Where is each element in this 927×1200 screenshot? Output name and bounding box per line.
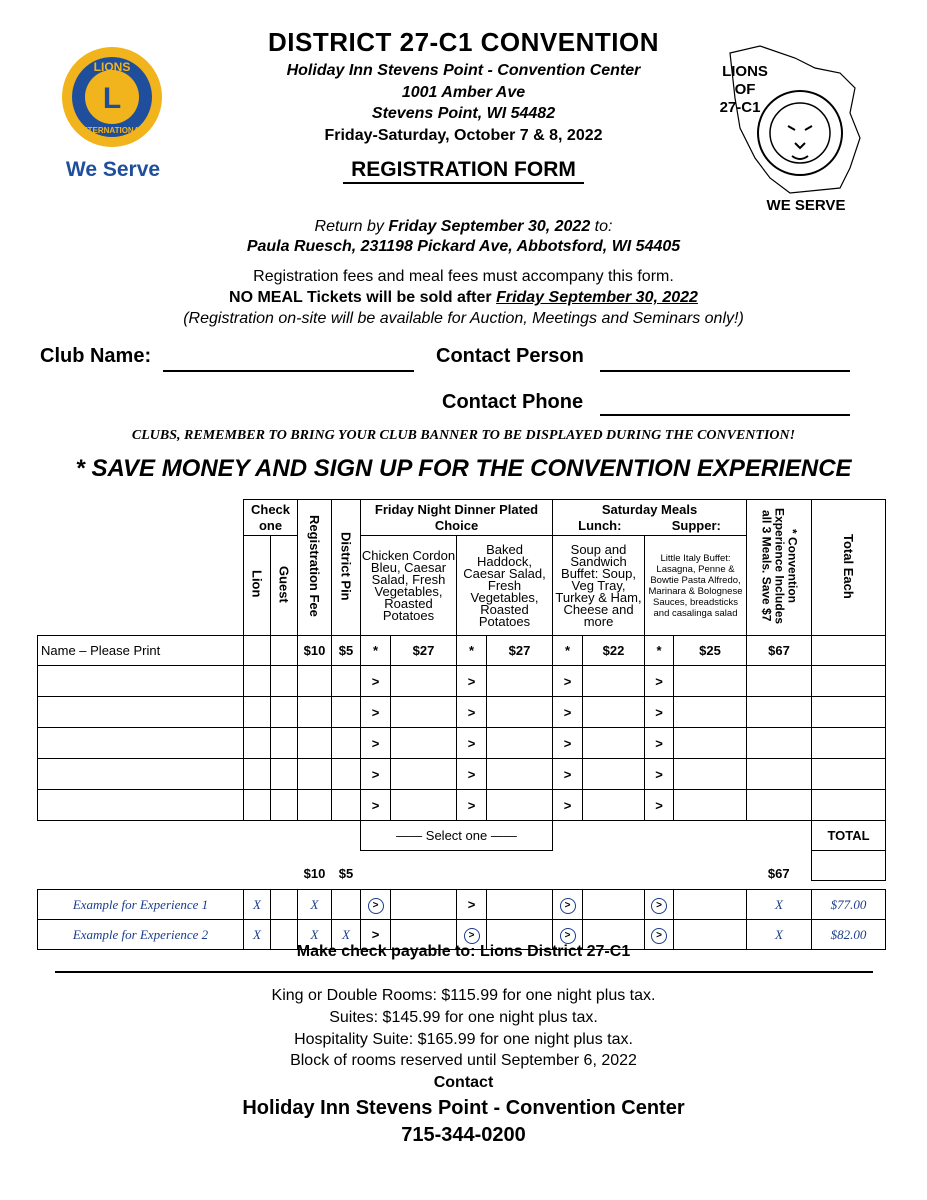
example2-name: Example for Experience 2 [38, 920, 244, 950]
hotel-name: Holiday Inn Stevens Point - Convention Center [242, 1097, 685, 1119]
reg-fee-entry[interactable] [298, 666, 332, 697]
contact-person-label: Contact Person [436, 345, 584, 367]
fees-note: Registration fees and meal fees must accompany this form. [253, 268, 674, 285]
circled-arrow: > [560, 928, 576, 944]
lion-check[interactable] [244, 697, 271, 728]
lunch-entry[interactable] [583, 759, 645, 790]
lunch-label: Lunch: [578, 517, 622, 533]
lunch-price: $22 [583, 636, 645, 666]
haddock-entry[interactable] [487, 790, 553, 821]
onsite-note: (Registration on-site will be available for Auction, Meetings and Seminars only!) [183, 310, 744, 327]
supper-select[interactable]: > [645, 790, 674, 821]
logo-bottom-text: INTERNATIONAL [79, 126, 145, 135]
pin-price-summary: $5 [338, 865, 354, 881]
district-pin-header [332, 500, 361, 636]
example1-exp: X [747, 890, 812, 920]
example2-total: $82.00 [812, 920, 886, 950]
chicken-select[interactable]: > [361, 697, 391, 728]
friday-dinner-header: Friday Night Dinner Plated Choice [361, 500, 553, 536]
name-entry[interactable] [38, 666, 244, 697]
registration-table [37, 499, 886, 950]
chicken-entry[interactable] [391, 666, 457, 697]
return-prefix: Return by [314, 218, 389, 235]
banner-note: CLUBS, REMEMBER TO BRING YOUR CLUB BANNER TO BE DISPLAYED DURING THE CONVENTION! [131, 428, 796, 443]
haddock-select[interactable]: > [457, 790, 487, 821]
contact-phone-field[interactable] [600, 394, 850, 416]
lunch-select[interactable]: > [553, 790, 583, 821]
supper-entry[interactable] [674, 790, 747, 821]
example1-pin [332, 890, 361, 920]
supper-star: * [645, 636, 674, 666]
logo-top-text: LIONS [93, 60, 131, 74]
guest-header-text: Guest [276, 565, 292, 603]
no-meal-date: Friday September 30, 2022 [496, 289, 698, 306]
supper-entry[interactable] [674, 728, 747, 759]
venue-name: Holiday Inn Stevens Point - Convention Center [286, 62, 641, 79]
blank-cell [361, 851, 747, 881]
reg-price: $10 [298, 636, 332, 666]
example2-pin: X [332, 920, 361, 950]
circled-arrow: > [368, 898, 384, 914]
venue-address-line1: 1001 Amber Ave [401, 84, 526, 101]
total-entry[interactable] [812, 790, 886, 821]
lion-check[interactable] [244, 759, 271, 790]
contact-heading: Contact [433, 1074, 494, 1091]
example2-chicken-select: > [361, 920, 391, 950]
reg-fee-entry[interactable] [298, 790, 332, 821]
return-by-line [0, 218, 927, 236]
haddock-option: Baked Haddock, Caesar Salad, Fresh Vegetables, Roasted Potatoes [457, 536, 553, 636]
chicken-star: * [361, 636, 391, 666]
haddock-entry[interactable] [487, 697, 553, 728]
name-entry[interactable] [38, 697, 244, 728]
saturday-meals-header [553, 500, 747, 536]
name-entry[interactable] [38, 759, 244, 790]
experience-entry[interactable] [747, 666, 812, 697]
club-name-field[interactable] [163, 350, 414, 372]
room-block-note: Block of rooms reserved until September 6, 2022 [290, 1052, 637, 1069]
blank-cell [38, 821, 361, 851]
italy-option: Little Italy Buffet: Lasagna, Penne & Bowtie Pasta Alfredo, Marinara & Bolognese Sauces, breadsticks and casalinga salad [645, 536, 747, 636]
pin-entry[interactable] [332, 666, 361, 697]
chicken-entry[interactable] [391, 728, 457, 759]
contact-phone-label: Contact Phone [442, 391, 584, 413]
name-entry[interactable] [38, 790, 244, 821]
guest-check[interactable] [271, 790, 298, 821]
guest-header [271, 536, 298, 636]
lunch-select[interactable]: > [553, 666, 583, 697]
guest-check[interactable] [271, 666, 298, 697]
grand-total-entry[interactable] [812, 851, 886, 881]
supper-select[interactable]: > [645, 697, 674, 728]
return-suffix: to: [590, 218, 613, 235]
example1-guest [271, 890, 298, 920]
reg-fee-entry[interactable] [298, 697, 332, 728]
haddock-price: $27 [487, 636, 553, 666]
chicken-select[interactable]: > [361, 728, 391, 759]
example1-haddock-select: > [457, 890, 487, 920]
reg-price-summary: $10 [303, 865, 326, 881]
experience-entry[interactable] [747, 728, 812, 759]
convention-dates: Friday-Saturday, October 7 & 8, 2022 [324, 127, 603, 144]
supper-entry[interactable] [674, 666, 747, 697]
soup-option: Soup and Sandwich Buffet: Soup, Veg Tray, Turkey & Ham, Cheese and more [553, 536, 645, 636]
lunch-select[interactable]: > [553, 728, 583, 759]
guest-price-cell [271, 636, 298, 666]
no-meal-prefix: NO MEAL Tickets will be sold after [229, 289, 497, 306]
exp-price: $67 [747, 636, 812, 666]
reg-fee-entry[interactable] [298, 759, 332, 790]
supper-label: Supper: [671, 517, 721, 533]
haddock-select[interactable]: > [457, 666, 487, 697]
suites-rate: Suites: $145.99 for one night plus tax. [329, 1009, 598, 1026]
lunch-entry[interactable] [583, 728, 645, 759]
example1-chicken-select [361, 890, 391, 920]
logo-of-text: OF [734, 81, 756, 98]
contact-person-field[interactable] [600, 350, 850, 372]
table-corner-2 [38, 536, 244, 636]
lunch-entry[interactable] [583, 666, 645, 697]
total-each-header [812, 500, 886, 636]
total-label: TOTAL [812, 821, 886, 851]
supper-entry[interactable] [674, 759, 747, 790]
name-column-label: Name – Please Print [38, 636, 244, 666]
example1-lunch-select [553, 890, 583, 920]
registration-fee-text: Registration Fee [307, 515, 322, 617]
chicken-select[interactable]: > [361, 759, 391, 790]
circled-arrow: > [464, 928, 480, 944]
total-price-cell [812, 636, 886, 666]
example1-supper-select [645, 890, 674, 920]
saturday-meals-text: Saturday Meals [601, 501, 698, 517]
circled-arrow: > [651, 898, 667, 914]
haddock-entry[interactable] [487, 759, 553, 790]
lunch-entry[interactable] [583, 697, 645, 728]
form-title [0, 158, 927, 182]
king-rooms: King or Double Rooms: $115.99 for one night plus tax. [271, 987, 656, 1004]
blank-cell [244, 851, 271, 881]
chicken-select[interactable]: > [361, 790, 391, 821]
district-pin-text: District Pin [338, 531, 354, 601]
hotel-phone: 715-344-0200 [401, 1124, 526, 1146]
table-corner [38, 500, 244, 536]
lion-check[interactable] [244, 666, 271, 697]
haddock-entry[interactable] [487, 666, 553, 697]
supper-select[interactable]: > [645, 759, 674, 790]
pin-entry[interactable] [332, 790, 361, 821]
return-date: Friday September 30, 2022 [388, 218, 591, 235]
haddock-entry[interactable] [487, 728, 553, 759]
form-title-text: REGISTRATION FORM [343, 158, 584, 184]
example2-lion: X [244, 920, 271, 950]
pin-price: $5 [332, 636, 361, 666]
lion-header-text: Lion [249, 570, 265, 598]
lunch-entry[interactable] [583, 790, 645, 821]
haddock-select[interactable]: > [457, 697, 487, 728]
save-money-headline: * SAVE MONEY AND SIGN UP FOR THE CONVENTION EXPERIENCE [75, 455, 852, 482]
lunch-star: * [553, 636, 583, 666]
club-name-label: Club Name: [40, 345, 152, 367]
registration-fee-header [298, 500, 332, 636]
pin-entry[interactable] [332, 728, 361, 759]
reg-fee-entry[interactable] [298, 728, 332, 759]
haddock-star: * [457, 636, 487, 666]
total-entry[interactable] [812, 759, 886, 790]
total-entry[interactable] [812, 728, 886, 759]
pin-entry[interactable] [332, 759, 361, 790]
name-entry[interactable] [38, 728, 244, 759]
experience-text: * Convention Experience Includes all 3 Meals. Save $7 [759, 507, 800, 625]
chicken-entry[interactable] [391, 697, 457, 728]
example1-chicken [391, 890, 457, 920]
spacer [38, 881, 886, 890]
example1-total: $77.00 [812, 890, 886, 920]
lion-price-cell [244, 636, 271, 666]
total-each-text: Total Each [841, 533, 856, 599]
total-entry[interactable] [812, 697, 886, 728]
we-serve-tagline: We Serve [65, 158, 161, 181]
supper-select[interactable]: > [645, 666, 674, 697]
no-meal-note [0, 289, 927, 307]
haddock-select[interactable]: > [457, 759, 487, 790]
supper-price: $25 [674, 636, 747, 666]
guest-check[interactable] [271, 759, 298, 790]
example1-supper [674, 890, 747, 920]
example1-lunch [583, 890, 645, 920]
select-one-note: —— Select one —— [361, 821, 553, 851]
payable-note: Make check payable to: Lions District 27-C1 [296, 943, 631, 960]
supper-select[interactable]: > [645, 728, 674, 759]
lunch-select[interactable]: > [553, 759, 583, 790]
divider [55, 971, 873, 973]
example1-reg: X [298, 890, 332, 920]
blank-cell [38, 851, 244, 881]
example1-lion: X [244, 890, 271, 920]
chicken-price: $27 [391, 636, 457, 666]
experience-header [747, 500, 812, 636]
blank-cell [553, 821, 812, 851]
chicken-entry[interactable] [391, 759, 457, 790]
haddock-select[interactable]: > [457, 728, 487, 759]
chicken-select[interactable]: > [361, 666, 391, 697]
example1-haddock [487, 890, 553, 920]
example2-reg: X [298, 920, 332, 950]
lion-check[interactable] [244, 790, 271, 821]
return-address: Paula Ruesch, 231198 Pickard Ave, Abbotsford, WI 54405 [246, 238, 681, 255]
experience-entry[interactable] [747, 759, 812, 790]
blank-cell [271, 851, 298, 881]
guest-check[interactable] [271, 728, 298, 759]
lion-check[interactable] [244, 728, 271, 759]
guest-check[interactable] [271, 697, 298, 728]
experience-entry[interactable] [747, 790, 812, 821]
experience-entry[interactable] [747, 697, 812, 728]
logo-lions-text: LIONS [722, 63, 768, 80]
circled-arrow: > [651, 928, 667, 944]
example1-name: Example for Experience 1 [38, 890, 244, 920]
lion-header [244, 536, 271, 636]
example2-exp: X [747, 920, 812, 950]
convention-title: DISTRICT 27-C1 CONVENTION [268, 27, 659, 57]
logo-we-serve-text: WE SERVE [766, 197, 846, 214]
logo-letter: L [102, 82, 122, 115]
total-entry[interactable] [812, 666, 886, 697]
pin-entry[interactable] [332, 697, 361, 728]
circled-arrow: > [560, 898, 576, 914]
venue-address-line2: Stevens Point, WI 54482 [371, 105, 556, 122]
lunch-select[interactable]: > [553, 697, 583, 728]
supper-entry[interactable] [674, 697, 747, 728]
exp-price-summary: $67 [767, 865, 790, 881]
chicken-option: Chicken Cordon Bleu, Caesar Salad, Fresh Vegetables, Roasted Potatoes [361, 536, 457, 636]
logo-district-text: 27-C1 [719, 99, 761, 116]
chicken-entry[interactable] [391, 790, 457, 821]
check-one-header: Check one [244, 500, 298, 536]
hospitality-rate: Hospitality Suite: $165.99 for one night plus tax. [294, 1031, 633, 1048]
